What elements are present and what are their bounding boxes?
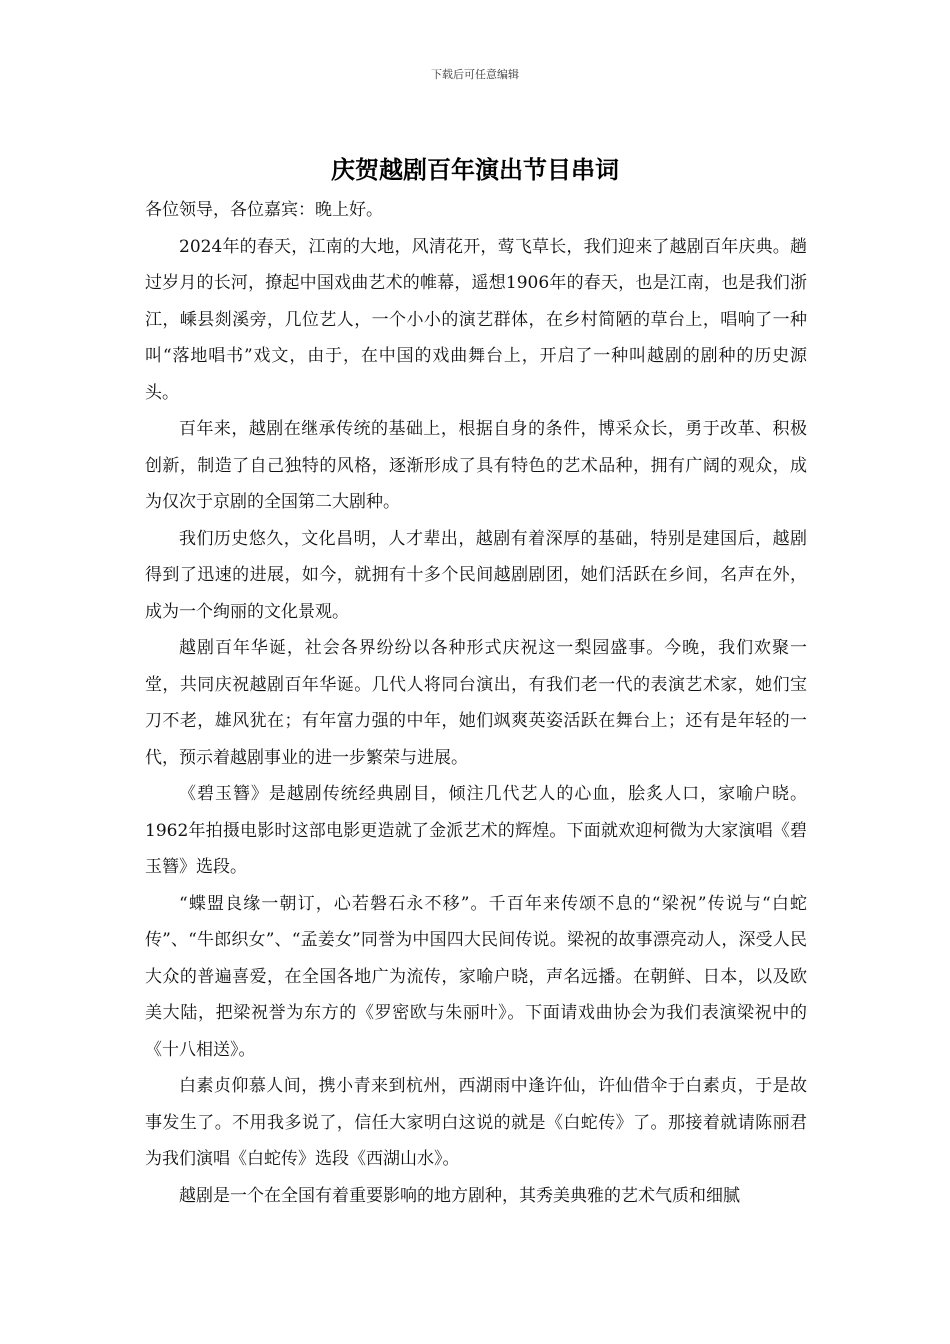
paragraph: 我们历史悠久，文化昌明，人才辈出，越剧有着深厚的基础，特别是建国后，越剧得到了迅速的进展，如今，就拥有十多个民间越剧剧团，她们活跃在乡间，名声在外，成为一个绚丽的文化景观。 [145, 528, 807, 622]
header-note: 下载后可任意编辑 [431, 68, 519, 81]
paragraph: 百年来，越剧在继承传统的基础上，根据自身的条件，博采众长，勇于改革、积极创新，制造了自己独特的风格，逐渐形成了具有特色的艺术品种，拥有广阔的观众，成为仅次于京剧的全国第二大剧种。 [145, 419, 807, 512]
paragraph: 白素贞仰慕人间，携小青来到杭州，西湖雨中逢许仙，许仙借伞于白素贞，于是故事发生了。不用我多说了，信任大家明白这说的就是《白蛇传》了。那接着就请陈丽君为我们演唱《白蛇传》选段《西湖山水》。 [145, 1076, 807, 1169]
paragraph: 越剧百年华诞，社会各界纷纷以各种形式庆祝这一梨园盛事。今晚，我们欢聚一堂，共同庆祝越剧百年华诞。几代人将同台演出，有我们老一代的表演艺术家，她们宝刀不老，雄风犹在；有年富力强的中年，她们飒爽英姿活跃在舞台上；还有是年轻的一代，预示着越剧事业的进一步繁荣与进展。 [145, 638, 807, 768]
paragraph: 越剧是一个在全国有着重要影响的地方剧种，其秀美典雅的艺术气质和细腻 [179, 1185, 740, 1206]
paragraph: “蝶盟良缘一朝订，心若磐石永不移”。千百年来传颂不息的“梁祝”传说与“白蛇传”、“牛郎织女”、“孟姜女”同誉为中国四大民间传说。梁祝的故事漂亮动人，深受人民大众的普遍喜爱，在全国各地广为流传，家喻户晓，声名远播。在朝鲜、日本，以及欧美大陆，把梁祝誉为东方的《罗密欧与朱丽叶》。下面请戏曲协会为我们表演梁祝中的《十八相送》。 [145, 893, 807, 1060]
document-body [145, 192, 807, 1214]
paragraph: 2024年的春天，江南的大地，风清花开，莺飞草长，我们迎来了越剧百年庆典。趟过岁月的长河，撩起中国戏曲艺术的帷幕，遥想1906年的春天，也是江南，也是我们浙江，嵊县剡溪旁，几位艺人，一个小小的演艺群体，在乡村简陋的草台上，唱响了一种叫“落地唱书”戏文，由于，在中国的戏曲舞台上，开启了一种叫越剧的剧种的历史源头。 [145, 236, 807, 403]
paragraph: 《碧玉簪》是越剧传统经典剧目，倾注几代艺人的心血，脍炙人口，家喻户晓。1962年拍摄电影时这部电影更造就了金派艺术的辉煌。下面就欢迎柯微为大家演唱《碧玉簪》选段。 [145, 784, 807, 877]
greeting-line: 各位领导，各位嘉宾：晚上好。 [145, 200, 383, 220]
document-title: 庆贺越剧百年演出节目串词 [331, 156, 619, 184]
